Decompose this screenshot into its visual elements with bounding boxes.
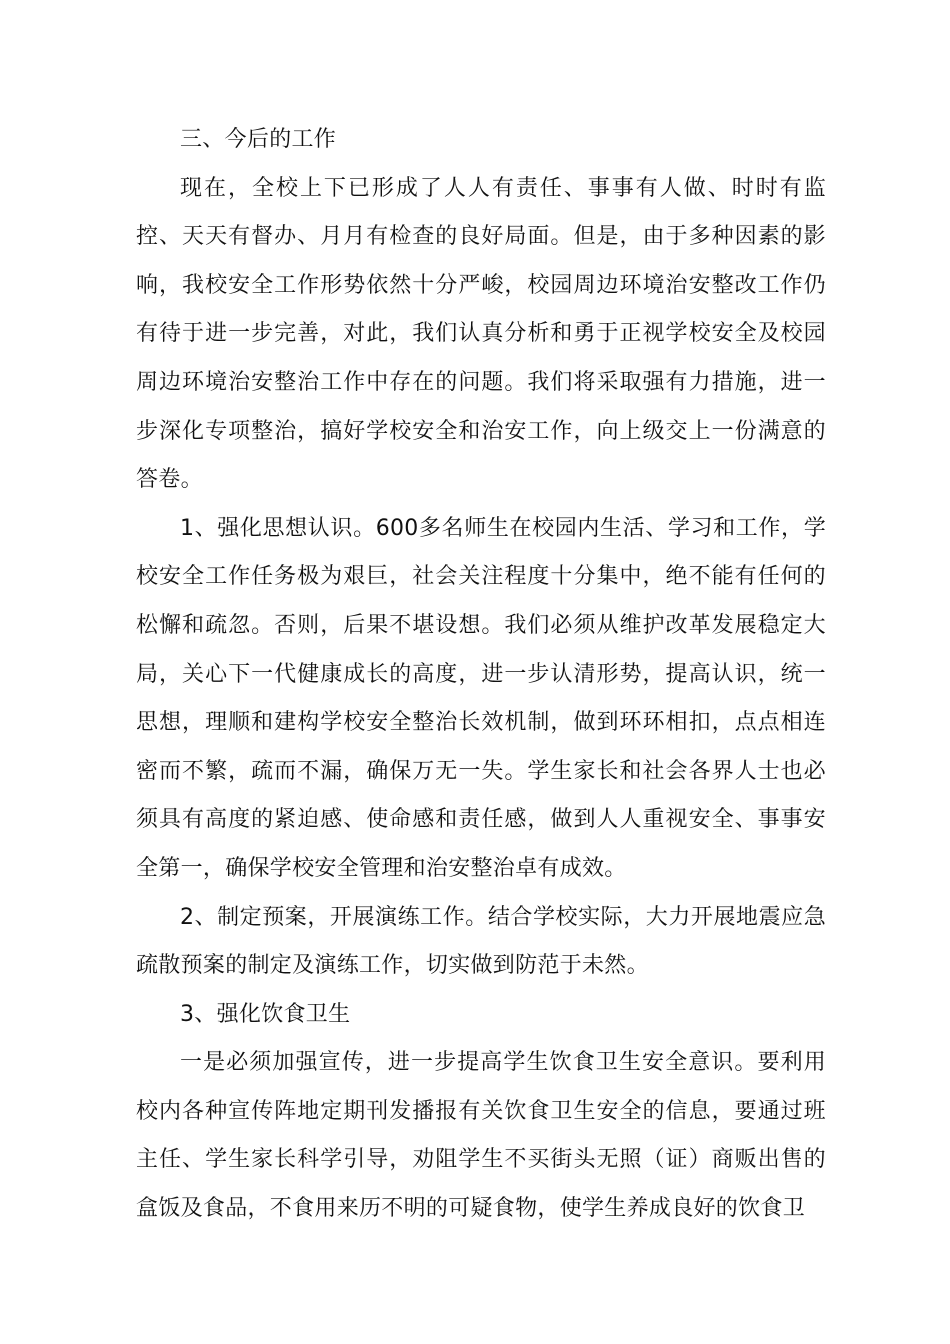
document-body <box>136 116 826 1234</box>
paragraph-item-2-drills: 2、制定预案，开展演练工作。结合学校实际，大力开展地震应急疏散预案的制定及演练工作，切实做到防范于未然。 <box>136 904 826 979</box>
paragraph-publicity: 一是必须加强宣传，进一步提高学生饮食卫生安全意识。要利用校内各种宣传阵地定期刊发播报有关饮食卫生安全的信息，要通过班主任、学生家长科学引导，劝阻学生不买街头无照（证）商贩出售的盒饭及食品，不食用来历不明的可疑食物，使学生养成良好的饮食卫 <box>136 1050 826 1222</box>
paragraph-current-situation: 现在，全校上下已形成了人人有责任、事事有人做、时时有监控、天天有督办、月月有检查的良好局面。但是，由于多种因素的影响，我校安全工作形势依然十分严峻，校园周边环境治安整改工作仍有待于进一步完善，对此，我们认真分析和勇于正视学校安全及校园周边环境治安整治工作中存在的问题。我们将采取强有力措施，进一步深化专项整治，搞好学校安全和治安工作，向上级交上一份满意的答卷。 <box>136 175 826 493</box>
paragraph-item-1-thinking: 1、强化思想认识。600多名师生在校园内生活、学习和工作，学校安全工作任务极为艰巨，社会关注程度十分集中，绝不能有任何的松懈和疏忽。否则，后果不堪设想。我们必须从维护改革发展稳定大局，关心下一代健康成长的高度，进一步认清形势，提高认识，统一思想，理顺和建构学校安全整治长效机制，做到环环相扣，点点相连密而不繁，疏而不漏，确保万无一失。学生家长和社会各界人士也必须具有高度的紧迫感、使命感和责任感，做到人人重视安全、事事安全第一，确保学校安全管理和治安整治卓有成效。 <box>136 515 826 881</box>
paragraph-item-3-food-hygiene: 3、强化饮食卫生 <box>180 1001 351 1027</box>
section-heading: 三、今后的工作 <box>180 127 337 152</box>
